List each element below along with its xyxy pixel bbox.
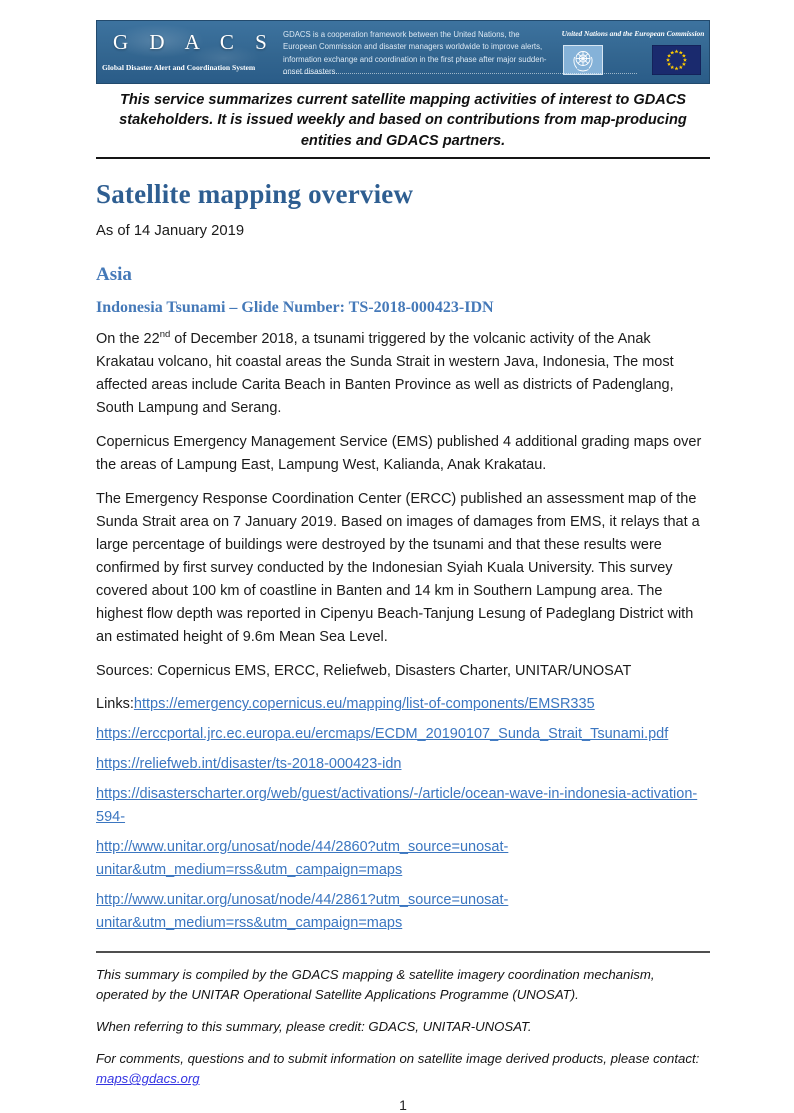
link-entry xyxy=(96,693,710,716)
gdacs-logo-block xyxy=(97,21,273,83)
paragraph1-post: of December 2018, a tsunami triggered by the volcanic activity of the Anak Krakatau volcano, hit coastal areas the Sunda Strait in western Java, Indonesia, The most affected areas include Carita Beach in Banten Province as well as districts of Padenglang, South Lampung and Serang. xyxy=(96,331,674,417)
as-of-date: As of 14 January 2019 xyxy=(96,223,245,240)
page-number: 1 xyxy=(399,1097,407,1113)
link-entry xyxy=(96,753,710,776)
event-heading-indonesia-tsunami: Indonesia Tsunami – Glide Number: TS-2018-000423-IDN xyxy=(96,299,494,317)
footer-credit-note: When referring to this summary, please credit: GDACS, UNITAR-UNOSAT. xyxy=(96,1019,532,1035)
link-entry xyxy=(96,889,710,935)
paragraph1-pre: On the 22 xyxy=(96,331,160,348)
links-section xyxy=(96,693,710,935)
footer-contact-note xyxy=(96,1049,710,1089)
links-label: Links: xyxy=(96,696,134,713)
paragraph-event-description xyxy=(96,328,710,420)
link-entry xyxy=(96,723,710,746)
footer-compiled-by: This summary is compiled by the GDACS mapping & satellite imagery coordination mechanism, operated by the UNITAR Operational Satellite Applications Programme (UNOSAT). xyxy=(96,967,655,1003)
gdacs-logo-subtitle: Global Disaster Alert and Coordination System xyxy=(102,63,256,72)
footer-divider xyxy=(96,951,710,953)
gdacs-header-banner xyxy=(96,20,710,84)
ordinal-superscript: nd xyxy=(159,329,171,341)
contact-email-link[interactable]: maps@gdacs.org xyxy=(96,1071,200,1087)
eu-flag-icon xyxy=(652,45,701,80)
footer-section xyxy=(96,965,710,1113)
link-entry xyxy=(96,783,710,829)
banner-dotted-rule xyxy=(283,73,637,74)
link-reliefweb-disaster[interactable]: https://reliefweb.int/disaster/ts-2018-000423-idn xyxy=(96,756,402,773)
paragraph-copernicus-ems: Copernicus Emergency Management Service (EMS) published 4 additional grading maps over the areas of Lampung East, Lampung West, Kalianda, Anak Krakatau. xyxy=(96,434,702,474)
link-entry xyxy=(96,836,710,882)
sources-line: Sources: Copernicus EMS, ERCC, Reliefweb, Disasters Charter, UNITAR/UNOSAT xyxy=(96,663,632,680)
link-disasterscharter-activation[interactable]: https://disasterscharter.org/web/guest/activations/-/article/ocean-wave-in-indonesia-activation- 594- xyxy=(96,786,698,826)
banner-description xyxy=(273,21,557,83)
footer-contact-text: For comments, questions and to submit information on satellite image derived products, please contact: xyxy=(96,1051,700,1067)
banner-partner-caption: United Nations and the European Commission xyxy=(561,29,705,38)
link-unitar-node-2860[interactable]: http://www.unitar.org/unosat/node/44/2860?utm_source=unosat- unitar&utm_medium=rss&utm_campaign=maps xyxy=(96,839,509,879)
link-erccportal-pdf[interactable]: https://erccportal.jrc.ec.europa.eu/ercmaps/ECDM_20190107_Sunda_Strait_Tsunami.pdf xyxy=(96,726,669,743)
link-unitar-node-2861[interactable]: http://www.unitar.org/unosat/node/44/2861?utm_source=unosat- unitar&utm_medium=rss&utm_campaign=maps xyxy=(96,892,509,932)
un-emblem-icon xyxy=(563,45,603,80)
link-copernicus-emsr335[interactable]: https://emergency.copernicus.eu/mapping/list-of-components/EMSR335 xyxy=(133,696,595,713)
service-summary-note: This service summarizes current satellite mapping activities of interest to GDACS stakeholders. It is issued weekly and based on contributions from map-producing entities and GDACS partners. xyxy=(96,90,710,159)
region-heading-asia: Asia xyxy=(96,264,132,286)
banner-description-text: GDACS is a cooperation framework between the United Nations, the European Commission and disaster managers worldwide to improve alerts, information exchange and coordination in the first phase after major sudden-onset disasters. xyxy=(283,30,547,77)
paragraph-ercc-assessment: The Emergency Response Coordination Center (ERCC) published an assessment map of the Sunda Strait area on 7 January 2019. Based on images of damages from EMS, it relays that a large percentage of buildings were destroyed by the tsunami and that these results were confirmed by first survey conducted by the Indonesian Syiah Kuala University. This survey covered about 100 km of coastline in Banten and 14 km in Southern Lampung area. The highest flow depth was reported in Cipenyu Beach-Tanjung Lesung of Padeglang District with an estimated height of 9.6m Mean Sea Level. xyxy=(96,491,700,646)
page-title: Satellite mapping overview xyxy=(96,179,414,210)
gdacs-logo-wordmark: G D A C S xyxy=(113,30,275,54)
